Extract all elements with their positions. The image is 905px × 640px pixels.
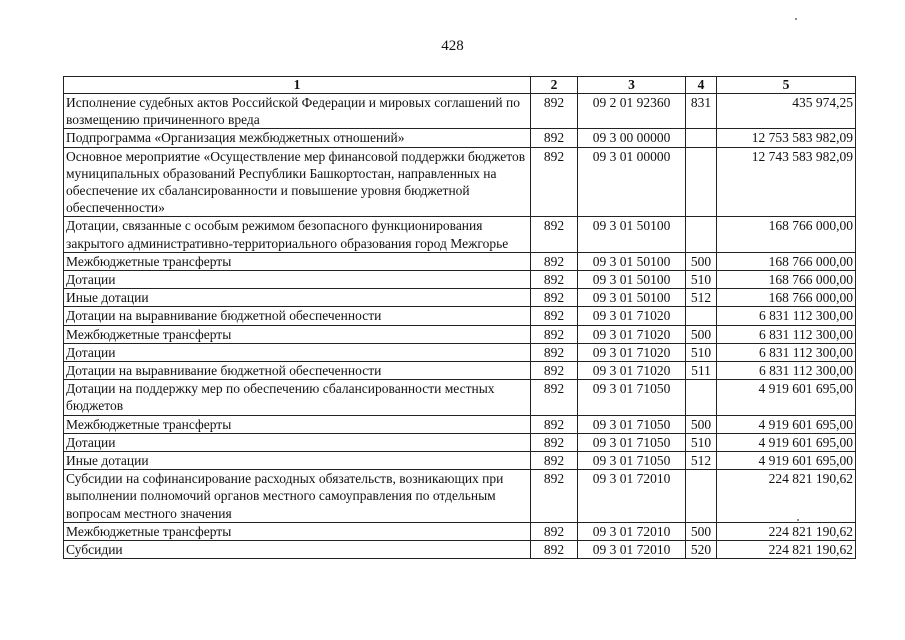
table-row — [64, 271, 856, 289]
row-expense-type: 500 — [686, 252, 717, 270]
row-target-code: 09 3 01 50100 — [578, 289, 686, 307]
table-row — [64, 252, 856, 270]
row-name: Дотации на выравнивание бюджетной обеспеченности — [64, 307, 531, 325]
row-expense-type: 512 — [686, 452, 717, 470]
row-ministry-code: 892 — [531, 129, 578, 147]
row-ministry-code: 892 — [531, 217, 578, 252]
row-expense-type: 500 — [686, 415, 717, 433]
page-number: 428 — [441, 38, 464, 54]
row-target-code: 09 3 01 71050 — [578, 452, 686, 470]
row-name: Межбюджетные трансферты — [64, 252, 531, 270]
row-target-code: 09 3 01 71050 — [578, 415, 686, 433]
row-amount: 224 821 190,62 — [717, 541, 856, 559]
row-expense-type — [686, 380, 717, 415]
row-amount: 12 743 583 982,09 — [717, 147, 856, 217]
header-col-2: 2 — [531, 77, 578, 94]
budget-table — [63, 76, 856, 559]
table-row — [64, 433, 856, 451]
row-amount: 4 919 601 695,00 — [717, 380, 856, 415]
header-col-5: 5 — [717, 77, 856, 94]
table-row — [64, 289, 856, 307]
row-ministry-code: 892 — [531, 522, 578, 540]
row-ministry-code: 892 — [531, 147, 578, 217]
row-amount: 168 766 000,00 — [717, 271, 856, 289]
row-expense-type — [686, 217, 717, 252]
row-expense-type — [686, 129, 717, 147]
table-row — [64, 147, 856, 217]
table-row — [64, 452, 856, 470]
table-row — [64, 129, 856, 147]
row-ministry-code: 892 — [531, 470, 578, 523]
row-amount: 4 919 601 695,00 — [717, 415, 856, 433]
row-amount: 224 821 190,62 — [717, 470, 856, 523]
row-target-code: 09 2 01 92360 — [578, 94, 686, 129]
row-target-code: 09 3 01 71020 — [578, 307, 686, 325]
row-name: Основное мероприятие «Осуществление мер финансовой поддержки бюджетов муниципальных образований Республики Башкортостан, направленных на обеспечение их сбалансированности и повышение уровня бюджетной обеспеченности» — [64, 147, 531, 217]
table-row — [64, 307, 856, 325]
row-expense-type: 512 — [686, 289, 717, 307]
table-header-row — [64, 77, 856, 94]
row-amount: 6 831 112 300,00 — [717, 362, 856, 380]
row-expense-type: 511 — [686, 362, 717, 380]
row-name: Дотации — [64, 343, 531, 361]
row-target-code: 09 3 01 71050 — [578, 433, 686, 451]
row-expense-type — [686, 307, 717, 325]
scan-speck — [797, 519, 799, 521]
row-ministry-code: 892 — [531, 362, 578, 380]
row-expense-type: 500 — [686, 325, 717, 343]
table-row — [64, 522, 856, 540]
row-ministry-code: 892 — [531, 452, 578, 470]
header-col-1: 1 — [64, 77, 531, 94]
row-ministry-code: 892 — [531, 541, 578, 559]
row-target-code: 09 3 01 71050 — [578, 380, 686, 415]
row-name: Межбюджетные трансферты — [64, 325, 531, 343]
row-name: Субсидии — [64, 541, 531, 559]
header-col-4: 4 — [686, 77, 717, 94]
table-row — [64, 380, 856, 415]
row-target-code: 09 3 01 00000 — [578, 147, 686, 217]
row-ministry-code: 892 — [531, 271, 578, 289]
row-name: Дотации — [64, 271, 531, 289]
row-target-code: 09 3 01 72010 — [578, 470, 686, 523]
table-row — [64, 217, 856, 252]
row-amount: 168 766 000,00 — [717, 217, 856, 252]
row-target-code: 09 3 00 00000 — [578, 129, 686, 147]
row-ministry-code: 892 — [531, 325, 578, 343]
row-amount: 168 766 000,00 — [717, 289, 856, 307]
row-ministry-code: 892 — [531, 94, 578, 129]
row-ministry-code: 892 — [531, 380, 578, 415]
row-target-code: 09 3 01 50100 — [578, 271, 686, 289]
row-name: Подпрограмма «Организация межбюджетных отношений» — [64, 129, 531, 147]
table-row — [64, 343, 856, 361]
row-target-code: 09 3 01 50100 — [578, 217, 686, 252]
table-row — [64, 94, 856, 129]
row-amount: 6 831 112 300,00 — [717, 325, 856, 343]
row-ministry-code: 892 — [531, 307, 578, 325]
row-amount: 224 821 190,62 — [717, 522, 856, 540]
row-name: Исполнение судебных актов Российской Федерации и мировых соглашений по возмещению причиненного вреда — [64, 94, 531, 129]
row-name: Межбюджетные трансферты — [64, 522, 531, 540]
row-ministry-code: 892 — [531, 343, 578, 361]
row-ministry-code: 892 — [531, 415, 578, 433]
scan-speck — [795, 18, 797, 20]
row-expense-type: 510 — [686, 433, 717, 451]
row-expense-type: 500 — [686, 522, 717, 540]
row-target-code: 09 3 01 50100 — [578, 252, 686, 270]
row-name: Иные дотации — [64, 289, 531, 307]
row-target-code: 09 3 01 71020 — [578, 325, 686, 343]
row-amount: 6 831 112 300,00 — [717, 307, 856, 325]
row-expense-type: 510 — [686, 271, 717, 289]
row-name: Дотации на поддержку мер по обеспечению сбалансированности местных бюджетов — [64, 380, 531, 415]
row-ministry-code: 892 — [531, 252, 578, 270]
row-name: Иные дотации — [64, 452, 531, 470]
row-target-code: 09 3 01 71020 — [578, 343, 686, 361]
table-row — [64, 470, 856, 523]
row-amount: 435 974,25 — [717, 94, 856, 129]
row-expense-type: 831 — [686, 94, 717, 129]
header-col-3: 3 — [578, 77, 686, 94]
row-amount: 4 919 601 695,00 — [717, 452, 856, 470]
table-row — [64, 362, 856, 380]
row-name: Дотации, связанные с особым режимом безопасного функционирования закрытого административно-территориального образования город Межгорье — [64, 217, 531, 252]
row-name: Субсидии на софинансирование расходных обязательств, возникающих при выполнении полномочий органов местного самоуправления по отдельным вопросам местного значения — [64, 470, 531, 523]
row-name: Межбюджетные трансферты — [64, 415, 531, 433]
row-amount: 12 753 583 982,09 — [717, 129, 856, 147]
table-row — [64, 325, 856, 343]
row-amount: 168 766 000,00 — [717, 252, 856, 270]
row-name: Дотации на выравнивание бюджетной обеспеченности — [64, 362, 531, 380]
row-expense-type — [686, 147, 717, 217]
row-amount: 4 919 601 695,00 — [717, 433, 856, 451]
row-target-code: 09 3 01 72010 — [578, 522, 686, 540]
row-name: Дотации — [64, 433, 531, 451]
row-expense-type: 520 — [686, 541, 717, 559]
table-row — [64, 415, 856, 433]
table-row — [64, 541, 856, 559]
row-expense-type — [686, 470, 717, 523]
row-target-code: 09 3 01 72010 — [578, 541, 686, 559]
row-ministry-code: 892 — [531, 289, 578, 307]
row-ministry-code: 892 — [531, 433, 578, 451]
row-expense-type: 510 — [686, 343, 717, 361]
row-amount: 6 831 112 300,00 — [717, 343, 856, 361]
row-target-code: 09 3 01 71020 — [578, 362, 686, 380]
